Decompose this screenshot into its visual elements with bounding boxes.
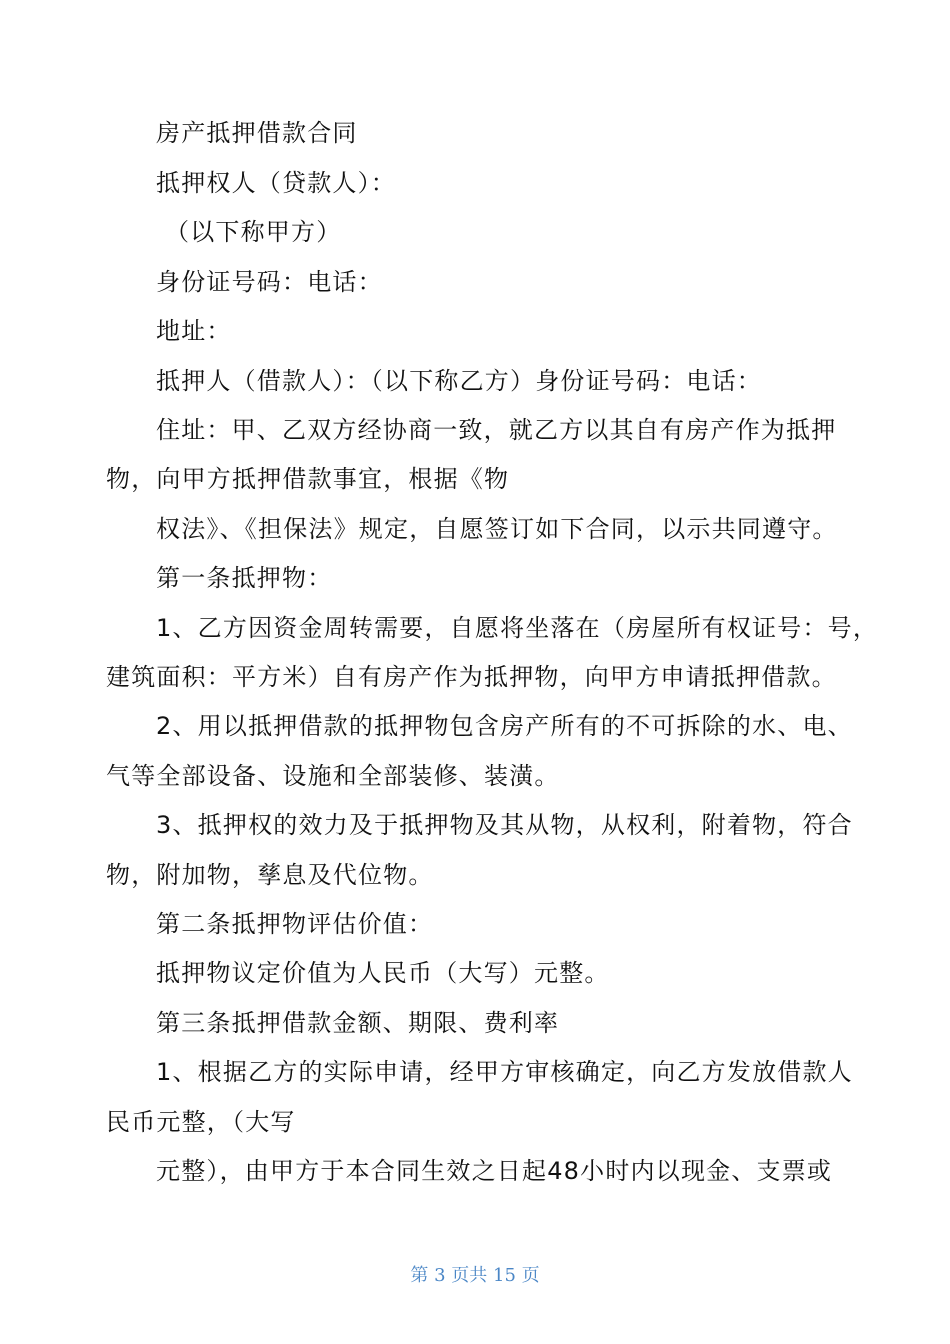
page-indicator: 第 3 页共 15 页 (410, 1265, 540, 1286)
party-a-address: 地址： (156, 317, 232, 345)
clause-line: 气等全部设备、设施和全部装修、装潢。 (106, 762, 560, 790)
party-a-note: （以下称甲方） (165, 218, 342, 246)
mortgagee-line: 抵押权人（贷款人）： (156, 169, 396, 197)
clause-line: 抵押物议定价值为人民币（大写）元整。 (156, 959, 610, 987)
article-heading: 第三条抵押借款金额、期限、费利率 (156, 1009, 560, 1037)
clause-line: 3、抵押权的效力及于抵押物及其从物，从权利，附着物，符合 (156, 811, 853, 839)
clause-line: 民币元整，（大写 (106, 1108, 296, 1136)
clause-line: 元整），由甲方于本合同生效之日起48小时内以现金、支票或 (156, 1157, 833, 1185)
clause-line: 2、用以抵押借款的抵押物包含房产所有的不可拆除的水、电、 (156, 712, 853, 740)
contract-title: 房产抵押借款合同 (156, 119, 358, 147)
party-a-id-phone: 身份证号码：电话： (156, 268, 383, 296)
clause-line: 1、乙方因资金周转需要，自愿将坐落在（房屋所有权证号：号， (156, 614, 879, 642)
paragraph-line: 住址：甲、乙双方经协商一致，就乙方以其自有房产作为抵押 (156, 416, 837, 444)
mortgagor-line: 抵押人（借款人）：（以下称乙方）身份证号码：电话： (156, 367, 762, 395)
article-heading: 第一条抵押物： (156, 564, 333, 592)
clause-line: 1、根据乙方的实际申请，经甲方审核确定，向乙方发放借款人 (156, 1058, 853, 1086)
article-heading: 第二条抵押物评估价值： (156, 910, 434, 938)
paragraph-line: 权法》、《担保法》规定，自愿签订如下合同，以示共同遵守。 (156, 515, 838, 543)
clause-line: 物，附加物，孳息及代位物。 (106, 861, 434, 889)
paragraph-line: 物，向甲方抵押借款事宜，根据《物 (106, 465, 510, 493)
clause-line: 建筑面积：平方米）自有房产作为抵押物，向甲方申请抵押借款。 (106, 663, 837, 691)
